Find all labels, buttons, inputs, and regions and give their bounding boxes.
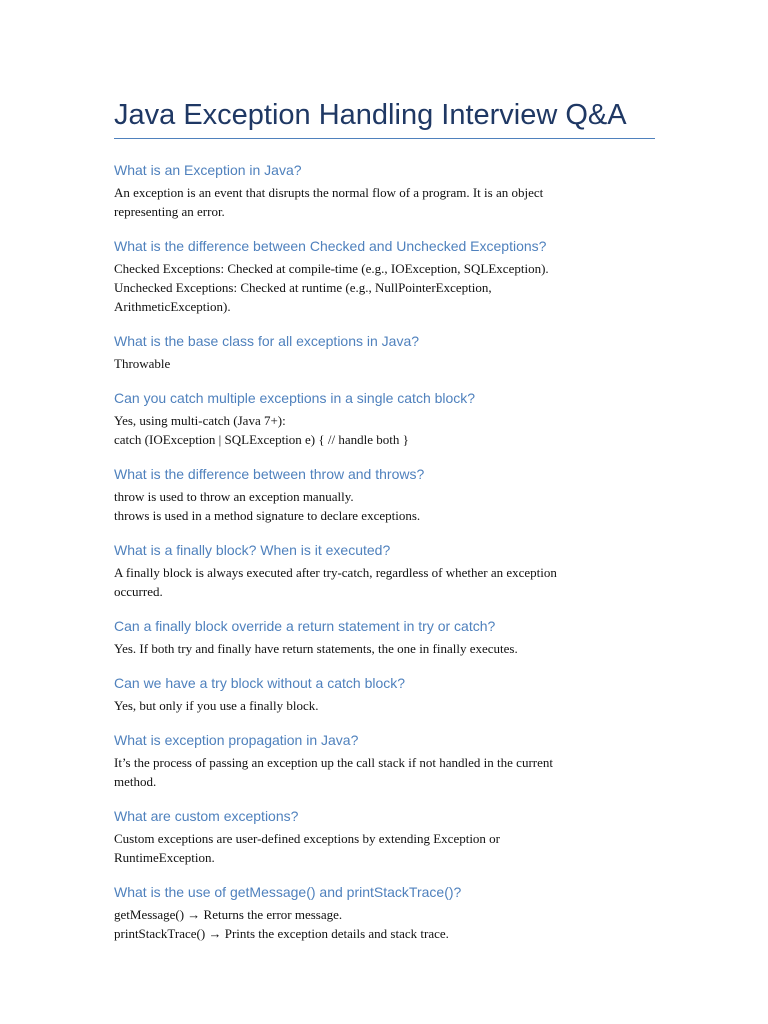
answer-line: Custom exceptions are user-defined exceptions by extending Exception or xyxy=(114,831,501,846)
qa-item xyxy=(114,237,655,316)
answer-line: A finally block is always executed after try-catch, regardless of whether an exception xyxy=(114,565,557,580)
answer-text xyxy=(114,696,655,715)
answer-line: method. xyxy=(114,774,157,789)
qa-item xyxy=(114,674,655,715)
answer-line: Yes, but only if you use a finally block. xyxy=(114,698,319,713)
answer-line: representing an error. xyxy=(114,204,225,219)
qa-item xyxy=(114,883,655,943)
question-heading: Can we have a try block without a catch block? xyxy=(114,675,406,691)
qa-item xyxy=(114,389,655,449)
question-heading: Can you catch multiple exceptions in a single catch block? xyxy=(114,390,476,406)
question-heading: What is exception propagation in Java? xyxy=(114,732,359,748)
answer-line: Checked Exceptions: Checked at compile-time (e.g., IOException, SQLException). xyxy=(114,261,549,276)
qa-item xyxy=(114,161,655,221)
qa-item xyxy=(114,332,655,373)
answer-text xyxy=(114,354,655,373)
qa-item xyxy=(114,617,655,658)
answer-line: Unchecked Exceptions: Checked at runtime (e.g., NullPointerException, xyxy=(114,280,492,295)
question-heading: What is a finally block? When is it executed? xyxy=(114,542,391,558)
question-heading: What are custom exceptions? xyxy=(114,808,299,824)
qa-item xyxy=(114,731,655,791)
answer-line: Yes, using multi-catch (Java 7+): xyxy=(114,413,286,428)
answer-line: getMessage() → Returns the error message. xyxy=(114,907,343,922)
question-heading: What is the base class for all exceptions in Java? xyxy=(114,333,420,349)
answer-line: catch (IOException | SQLException e) { // handle both } xyxy=(114,432,409,447)
document-page xyxy=(114,0,655,943)
question-heading: Can a finally block override a return statement in try or catch? xyxy=(114,618,496,634)
qa-item xyxy=(114,541,655,601)
answer-text xyxy=(114,753,655,791)
answer-text xyxy=(114,183,655,221)
title-divider xyxy=(114,138,655,139)
question-heading: What is the use of getMessage() and printStackTrace()? xyxy=(114,884,462,900)
answer-line: printStackTrace() → Prints the exception details and stack trace. xyxy=(114,926,449,941)
answer-line: throw is used to throw an exception manually. xyxy=(114,489,354,504)
answer-text xyxy=(114,905,655,943)
qa-item xyxy=(114,465,655,525)
answer-line: throws is used in a method signature to declare exceptions. xyxy=(114,508,421,523)
answer-text xyxy=(114,411,655,449)
document-title: Java Exception Handling Interview Q&A xyxy=(114,99,627,131)
answer-line: RuntimeException. xyxy=(114,850,215,865)
answer-text xyxy=(114,639,655,658)
answer-text xyxy=(114,829,655,867)
question-heading: What is an Exception in Java? xyxy=(114,162,302,178)
question-heading: What is the difference between throw and throws? xyxy=(114,466,425,482)
answer-text xyxy=(114,487,655,525)
answer-line: An exception is an event that disrupts the normal flow of a program. It is an object xyxy=(114,185,544,200)
answer-text xyxy=(114,259,655,316)
qa-item xyxy=(114,807,655,867)
answer-line: occurred. xyxy=(114,584,163,599)
qa-list xyxy=(114,161,655,943)
answer-line: Yes. If both try and finally have return statements, the one in finally executes. xyxy=(114,641,518,656)
answer-line: It’s the process of passing an exception up the call stack if not handled in the current xyxy=(114,755,553,770)
answer-line: ArithmeticException). xyxy=(114,299,231,314)
answer-text xyxy=(114,563,655,601)
answer-line: Throwable xyxy=(114,356,171,371)
question-heading: What is the difference between Checked and Unchecked Exceptions? xyxy=(114,238,547,254)
